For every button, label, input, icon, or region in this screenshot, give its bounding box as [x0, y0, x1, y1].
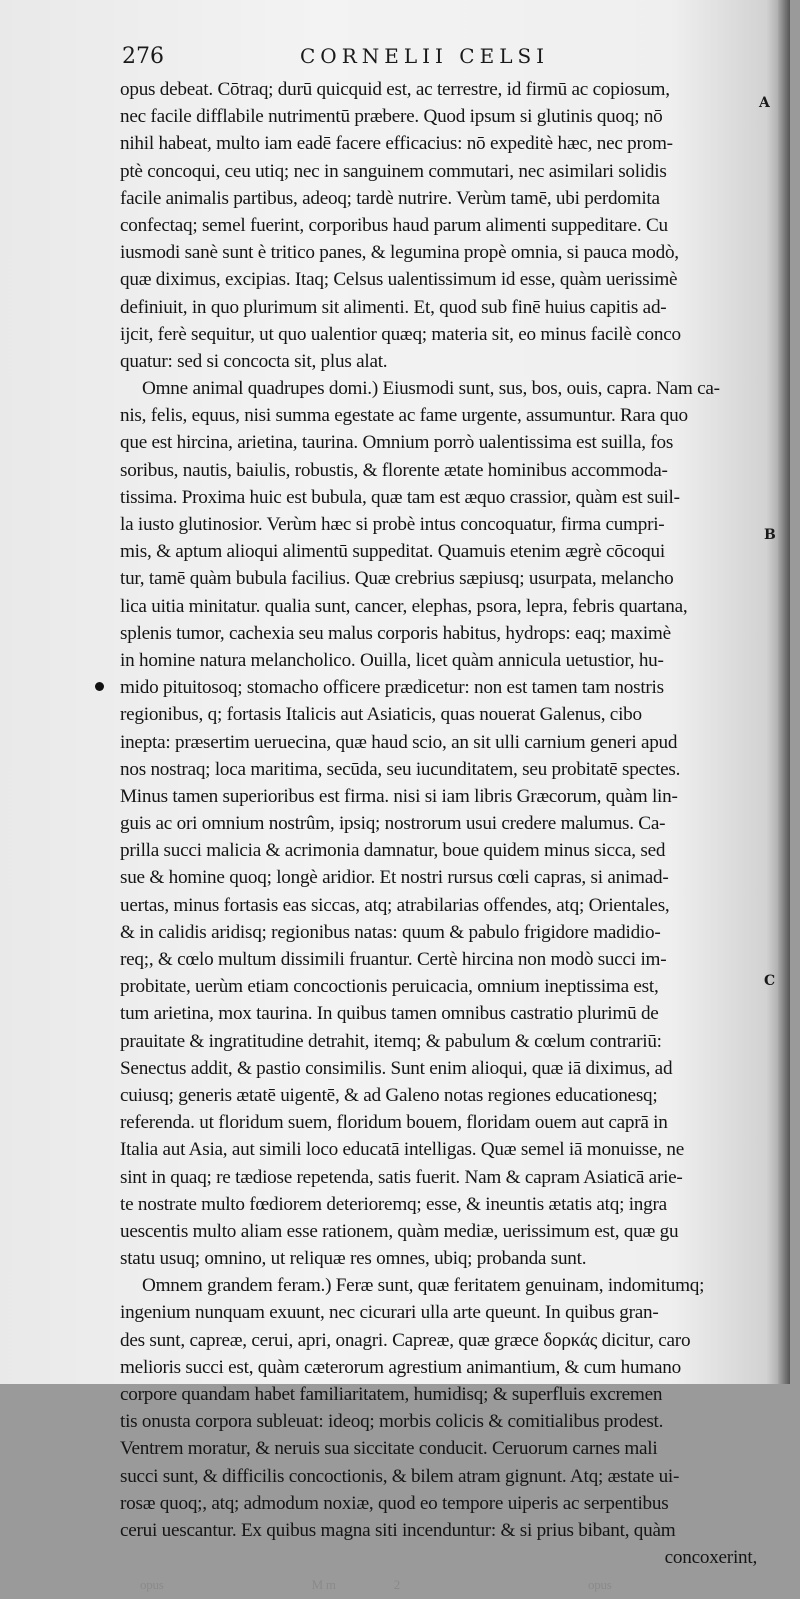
text-line: statu usuq; omnino, ut reliquæ res omnes, ubiq; probanda sunt.	[120, 1248, 587, 1270]
text-line: nos nostraq; loca maritima, secūda, seu iucunditatem, seu probitatē spectes.	[120, 758, 681, 780]
text-line: nis, felis, equus, nisi summa egestate ac fame urgente, assumuntur. Rara quo	[120, 405, 688, 427]
text-line: melioris succi est, quàm cæterorum agrestium animantium, & cum humano	[120, 1356, 681, 1378]
show-through-word: M m	[311, 1577, 336, 1593]
text-line: in homine natura melancholico. Ouilla, licet quàm annicula uetustior, hu-	[120, 649, 664, 671]
margin-letter-b: B	[764, 527, 776, 543]
text-line: guis ac ori omnium nostrûm, ipsiq; nostrorum usui credere malumus. Ca-	[120, 813, 666, 835]
text-line: ijcit, ferè sequitur, ut quo ualentior quæq; materia sit, eo minus facilè conco	[120, 323, 681, 345]
text-line: corpore quandam habet familiaritatem, humidisq; & superfluis excremen	[120, 1384, 663, 1405]
text-line: te nostrate multo fœdiorem deterioremq; esse, & ineuntis ætatis atq; ingra	[120, 1193, 667, 1215]
text-line: uescentis multo aliam esse rationem, quàm mediæ, uerissimum est, quæ gu	[120, 1220, 679, 1242]
text-line: tissima. Proxima huic est bubula, quæ tam est æquo crassior, quàm est suil-	[120, 486, 680, 508]
margin-letter-a: A	[759, 95, 770, 111]
text-line: nihil habeat, multo iam eadē facere efficacius: nō expeditè hæc, nec prom-	[120, 133, 673, 155]
text-line: ptè concoqui, ceu utiq; nec in sanguinem commutari, nec asimilari solidis	[120, 160, 667, 182]
text-line: cerui uescantur. Ex quibus magna siti incenduntur: & si prius bibant, quàm	[120, 1519, 676, 1541]
text-line: nec facile difflabile nutrimentū præbere. Quod ipsum si glutinis quoq; nō	[120, 106, 663, 128]
text-line: facile animalis partibus, adeoq; tardè nutrire. Verùm tamē, ubi perdomita	[120, 187, 660, 209]
text-line: opus debeat. Cōtraq; durū quicquid est, ac terrestre, id firmū ac copiosum,	[120, 79, 670, 100]
text-line: regionibus, q; fortasis Italicis aut Asiaticis, quas nouerat Galenus, cibo	[120, 704, 642, 726]
text-line: splenis tumor, cachexia seu malus corporis habitus, hydrops: eaq; maximè	[120, 622, 671, 644]
text-block	[120, 76, 765, 1599]
ink-dot	[95, 682, 104, 691]
lemma-line: Omne animal quadrupes domi.) Eiusmodi sunt, sus, bos, ouis, capra. Nam ca-	[142, 378, 720, 400]
text-line: & in calidis aridisq; regionibus natas: quum & pabulo frigidore madidio-	[120, 921, 661, 943]
show-through-word: opus	[140, 1577, 164, 1593]
lemma-line: Omnem grandem feram.) Feræ sunt, quæ feritatem genuinam, indomitumq;	[142, 1275, 705, 1297]
show-through-word: 2	[393, 1577, 400, 1593]
text-line: Ventrem moratur, & neruis sua siccitate conducit. Ceruorum carnes mali	[120, 1438, 658, 1460]
text-line: prauitate & ingratitudine detrahit, itemq; & pabulum & cœlum contrariū:	[120, 1030, 662, 1052]
text-line: ingenium nunquam exuunt, nec cicurari ulla arte queunt. In quibus gran-	[120, 1302, 659, 1324]
text-line: prilla succi malicia & acrimonia damnatur, boue quidem minus sicca, sed	[120, 840, 666, 862]
show-through-word: opus	[587, 1577, 612, 1593]
text-line: tum arietina, mox taurina. In quibus tamen omnibus castratio plurimū de	[120, 1003, 659, 1025]
margin-letter-c: C	[764, 973, 776, 989]
text-line: mido pituitosoq; stomacho officere prædicetur: non est tamen tam nostris	[120, 677, 664, 699]
text-line: lica uitia minitatur. qualia sunt, cancer, elephas, psora, lepra, febris quartana,	[120, 595, 688, 617]
text-line: mis, & aptum alioqui alimentū suppeditat. Quamuis etenim ægrè cōcoqui	[120, 541, 665, 563]
running-head: CORNELII CELSI	[300, 44, 550, 68]
page-edge-shadow	[778, 0, 790, 1384]
text-line: la iusto glutinosior. Verùm hæc si probè intus concoquatur, firma cumpri-	[120, 514, 665, 535]
text-line: des sunt, capreæ, cerui, apri, onagri. Capreæ, quæ græce δορκάς dicitur, caro	[120, 1329, 691, 1351]
text-line: req;, & cœlo multum dissimili fruantur. Certè hircina non modò succi im-	[120, 949, 667, 970]
text-line: soribus, nautis, baiulis, robustis, & florente ætate hominibus accommoda-	[120, 459, 668, 481]
text-line: Minus tamen superioribus est firma. nisi si iam libris Græcorum, quàm lin-	[120, 785, 678, 807]
show-through-line	[120, 1571, 765, 1598]
text-line: quæ diximus, excipias. Itaq; Celsus ualentissimum id esse, quàm uerissimè	[120, 269, 678, 291]
text-line: inepta: præsertim ueruecina, quæ haud scio, an sit ulli carnium generi apud	[120, 731, 678, 753]
text-line: quatur: sed si concocta sit, plus alat.	[120, 350, 388, 372]
page-number: 276	[122, 44, 164, 69]
text-line: sue & homine quoq; longè aridior. Et nostri rursus cœli capras, si animad-	[120, 867, 669, 889]
text-line: concoxerint,	[664, 1547, 757, 1569]
text-line: Senectus addit, & pastio consimilis. Sunt enim alioqui, quæ iā diximus, ad	[120, 1057, 673, 1079]
text-line: Italia aut Asia, aut simili loco educatā intelligas. Quæ semel iā monuisse, ne	[120, 1139, 684, 1161]
text-line: definiuit, in quo plurimum sit alimenti. Et, quod sub finē huius capitis ad-	[120, 296, 667, 318]
text-line: que est hircina, arietina, taurina. Omnium porrò ualentissima est suilla, fos	[120, 432, 674, 454]
text-line: sint in quaq; re tædiose repetenda, satis fuerit. Nam & capram Asiaticā arie-	[120, 1166, 683, 1188]
text-line: tur, tamē quàm bubula facilius. Quæ crebrius sæpiusq; usurpata, melancho	[120, 568, 674, 590]
text-line: confectaq; semel fuerint, corporibus haud parum alimenti suppeditare. Cu	[120, 214, 668, 236]
text-line: probitate, uerùm etiam concoctionis peruicacia, omnium ineptissima est,	[120, 976, 659, 998]
text-line: tis onusta corpora subleuat: ideoq; morbis colicis & comitialibus prodest.	[120, 1411, 664, 1433]
text-line: rosæ quoq;, atq; admodum noxiæ, quod eo tempore uiperis ac serpentibus	[120, 1492, 669, 1514]
text-line: referenda. ut floridum suem, floridum bouem, floridam ouem aut caprā in	[120, 1112, 668, 1134]
text-line: uertas, minus fortasis eas siccas, atq; atrabilarias offendes, atq; Orientales,	[120, 894, 670, 916]
text-line: succi sunt, & difficilis concoctionis, & bilem atram gignunt. Atq; æstate ui-	[120, 1465, 680, 1487]
text-line: iusmodi sanè sunt è tritico panes, & legumina propè omnia, si pauca modò,	[120, 242, 679, 264]
text-line: cuiusq; generis ætatē uigentē, & ad Galeno notas regiones educationesq;	[120, 1084, 658, 1106]
